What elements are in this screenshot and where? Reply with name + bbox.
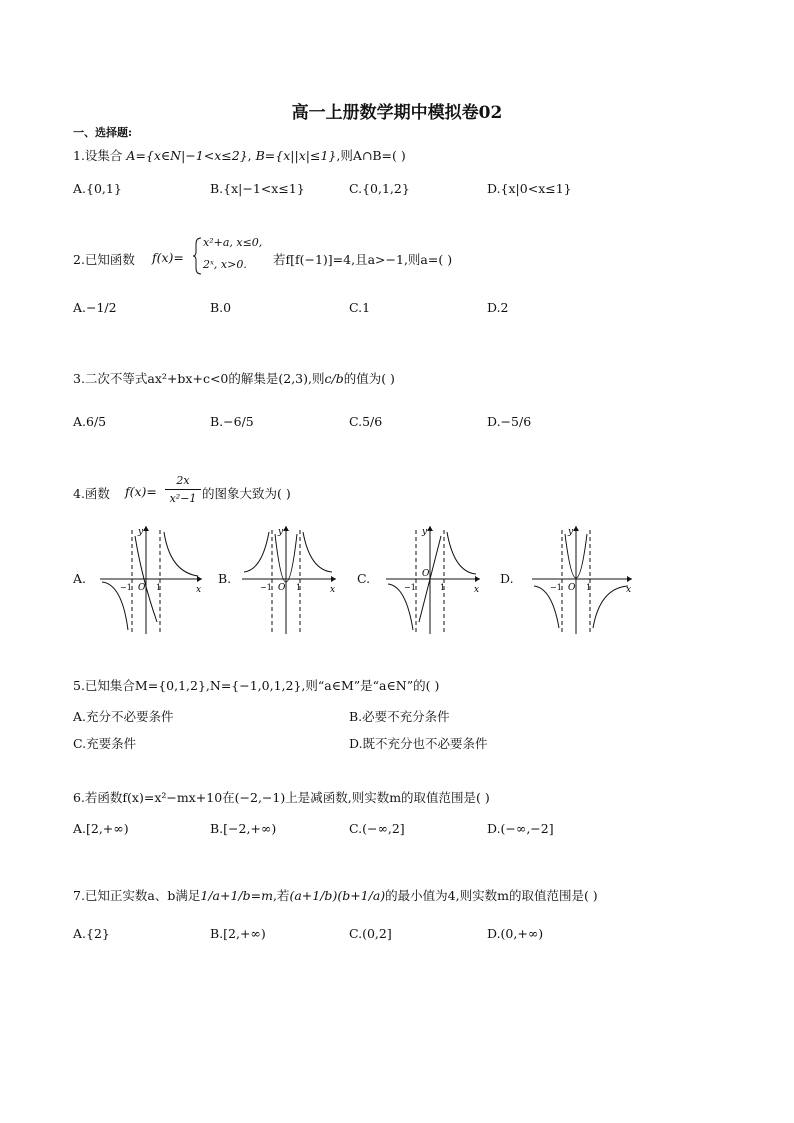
graph-a-y-label: y bbox=[138, 527, 144, 537]
graph-c-y-label: y bbox=[422, 527, 428, 537]
q2-case-2: 2ˣ, x>0. bbox=[203, 258, 247, 271]
q4-option-a-label: A. bbox=[73, 571, 87, 586]
graph-c-tick-right: 1 bbox=[440, 583, 446, 592]
question-7 bbox=[73, 886, 598, 904]
graph-c-origin: O bbox=[422, 569, 430, 579]
q1-option-c: C.{0,1,2} bbox=[349, 181, 410, 196]
q4-fx: f(x)= bbox=[125, 484, 157, 499]
q3-stem: 3.二次不等式ax²+bx+c<0的解集是(2,3),则 bbox=[73, 371, 325, 386]
q7-mid: ,若 bbox=[272, 888, 290, 903]
q4-tail: 的图象大致为( ) bbox=[202, 486, 291, 501]
q5-option-c: C.充要条件 bbox=[73, 736, 137, 751]
graph-d-tick-left: −1 bbox=[550, 583, 562, 592]
q7-condition: 1/a+1/b=m bbox=[200, 888, 273, 903]
q5-option-a: A.充分不必要条件 bbox=[73, 709, 174, 724]
q4-numerator: 2x bbox=[176, 474, 190, 487]
question-3 bbox=[73, 369, 395, 387]
q2-option-d: D.2 bbox=[487, 300, 509, 315]
q3-option-b: B.−6/5 bbox=[210, 414, 254, 429]
q4-fraction-bar bbox=[165, 489, 201, 490]
graph-b-origin: O bbox=[278, 583, 286, 593]
q5-option-d: D.既不充分也不必要条件 bbox=[349, 736, 488, 751]
q7-tail: 的最小值为4,则实数m的取值范围是( ) bbox=[385, 888, 598, 903]
q1-set-b: B={x||x|≤1} bbox=[255, 148, 337, 163]
q2-case-1: x²+a, x≤0, bbox=[203, 236, 263, 249]
q4-graph-b bbox=[240, 522, 340, 638]
q2-brace bbox=[193, 236, 203, 276]
q4-option-d-label: D. bbox=[500, 571, 514, 586]
q4-stem-prefix: 4.函数 bbox=[73, 486, 110, 501]
q4-option-b-label: B. bbox=[218, 571, 232, 586]
q7-expression: (a+1/b)(b+1/a) bbox=[289, 888, 386, 903]
q5-stem: 5.已知集合M={0,1,2},N={−1,0,1,2},则“a∈M”是“a∈N”的( ) bbox=[73, 678, 440, 693]
q2-option-b: B.0 bbox=[210, 300, 232, 315]
q1-option-d: D.{x|0<x≤1} bbox=[487, 181, 572, 196]
q4-graph-a bbox=[98, 522, 208, 638]
q6-option-d: D.(−∞,−2] bbox=[487, 821, 554, 836]
q7-option-d: D.(0,+∞) bbox=[487, 926, 544, 941]
q4-graph-d bbox=[530, 522, 636, 638]
graph-d-x-label: x bbox=[626, 585, 632, 595]
q4-option-c-label: C. bbox=[357, 571, 371, 586]
q6-stem: 6.若函数f(x)=x²−mx+10在(−2,−1)上是减函数,则实数m的取值范围是( ) bbox=[73, 790, 490, 805]
question-1 bbox=[73, 146, 406, 164]
q1-option-a: A.{0,1} bbox=[73, 181, 122, 196]
graph-b-tick-left: −1 bbox=[260, 583, 272, 592]
q1-sep: , bbox=[247, 148, 252, 163]
q2-option-a: A.−1/2 bbox=[73, 300, 117, 315]
graph-b-y-label: y bbox=[278, 527, 284, 537]
graph-d-y-label: y bbox=[568, 527, 574, 537]
q2-condition: 若f[f(−1)]=4,且a>−1,则a=( ) bbox=[273, 252, 453, 267]
graph-a-tick-left: −1 bbox=[120, 583, 132, 592]
q4-denominator: x²−1 bbox=[169, 492, 197, 505]
page-title: 高一上册数学期中模拟卷02 bbox=[291, 103, 503, 123]
graph-b-x-label: x bbox=[330, 585, 336, 595]
graph-d-tick-right: 1 bbox=[586, 583, 592, 592]
q7-option-c: C.(0,2] bbox=[349, 926, 392, 941]
q6-option-c: C.(−∞,2] bbox=[349, 821, 405, 836]
graph-d-origin: O bbox=[568, 583, 576, 593]
section-heading: 一、选择题: bbox=[73, 126, 133, 139]
graph-a-origin: O bbox=[138, 583, 146, 593]
graph-c-tick-left: −1 bbox=[404, 583, 416, 592]
q1-stem-prefix: 1.设集合 bbox=[73, 148, 123, 163]
q1-set-a: A={x∈N|−1<x≤2} bbox=[126, 148, 248, 163]
q3-tail: 的值为( ) bbox=[343, 371, 395, 386]
q7-option-a: A.{2} bbox=[73, 926, 110, 941]
q2-option-c: C.1 bbox=[349, 300, 371, 315]
q7-option-b: B.[2,+∞) bbox=[210, 926, 266, 941]
q3-option-d: D.−5/6 bbox=[487, 414, 532, 429]
q7-stem-prefix: 7.已知正实数a、b满足 bbox=[73, 888, 201, 903]
graph-b-tick-right: 1 bbox=[296, 583, 302, 592]
q6-option-a: A.[2,+∞) bbox=[73, 821, 129, 836]
q5-option-b: B.必要不充分条件 bbox=[349, 709, 450, 724]
q4-graph-c bbox=[384, 522, 484, 638]
q3-option-c: C.5/6 bbox=[349, 414, 383, 429]
graph-a-x-label: x bbox=[196, 585, 202, 595]
q3-option-a: A.6/5 bbox=[73, 414, 107, 429]
q1-option-b: B.{x|−1<x≤1} bbox=[210, 181, 305, 196]
graph-a-tick-right: 1 bbox=[156, 583, 162, 592]
q2-fx: f(x)= bbox=[152, 250, 184, 265]
q6-option-b: B.[−2,+∞) bbox=[210, 821, 277, 836]
q2-stem-prefix: 2.已知函数 bbox=[73, 252, 135, 267]
q1-tail: ,则A∩B=( ) bbox=[336, 148, 406, 163]
graph-c-x-label: x bbox=[474, 585, 480, 595]
q3-frac: c/b bbox=[324, 371, 344, 386]
